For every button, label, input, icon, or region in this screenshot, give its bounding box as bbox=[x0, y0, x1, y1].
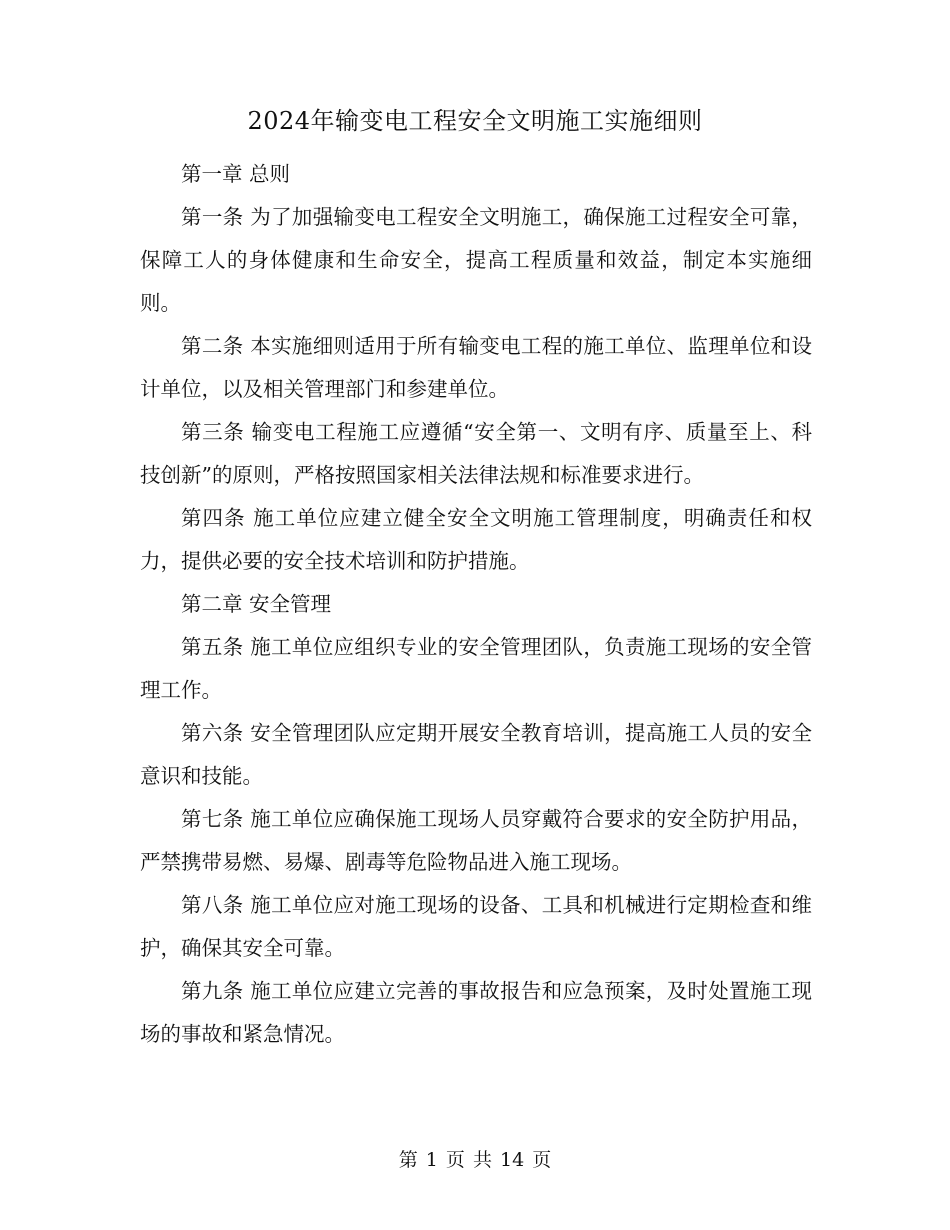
chapter-heading: 第二章 安全管理 bbox=[181, 592, 332, 616]
document-body bbox=[140, 153, 812, 1056]
article-paragraph: 第五条 施工单位应组织专业的安全管理团队，负责施工现场的安全管理工作。 bbox=[140, 635, 812, 702]
article-paragraph: 第九条 施工单位应建立完善的事故报告和应急预案，及时处置施工现场的事故和紧急情况。 bbox=[140, 979, 812, 1046]
article-paragraph: 第三条 输变电工程施工应遵循“安全第一、文明有序、质量至上、科技创新”的原则，严格按照国家相关法律法规和标准要求进行。 bbox=[140, 420, 812, 487]
article-paragraph: 第二条 本实施细则适用于所有输变电工程的施工单位、监理单位和设计单位，以及相关管理部门和参建单位。 bbox=[140, 334, 812, 401]
page-number: 第 1 页 共 14 页 bbox=[398, 1149, 552, 1171]
document-title: 2024年输变电工程安全文明施工实施细则 bbox=[247, 107, 703, 135]
chapter-heading: 第一章 总则 bbox=[181, 162, 291, 186]
article-paragraph: 第一条 为了加强输变电工程安全文明施工，确保施工过程安全可靠，保障工人的身体健康和生命安全，提高工程质量和效益，制定本实施细则。 bbox=[140, 205, 812, 315]
article-paragraph: 第七条 施工单位应确保施工现场人员穿戴符合要求的安全防护用品，严禁携带易燃、易爆、剧毒等危险物品进入施工现场。 bbox=[140, 807, 812, 874]
article-paragraph: 第八条 施工单位应对施工现场的设备、工具和机械进行定期检查和维护，确保其安全可靠。 bbox=[140, 893, 812, 960]
article-paragraph: 第四条 施工单位应建立健全安全文明施工管理制度，明确责任和权力，提供必要的安全技术培训和防护措施。 bbox=[140, 506, 812, 573]
article-paragraph: 第六条 安全管理团队应定期开展安全教育培训，提高施工人员的安全意识和技能。 bbox=[140, 721, 812, 788]
page-footer bbox=[0, 1146, 950, 1174]
